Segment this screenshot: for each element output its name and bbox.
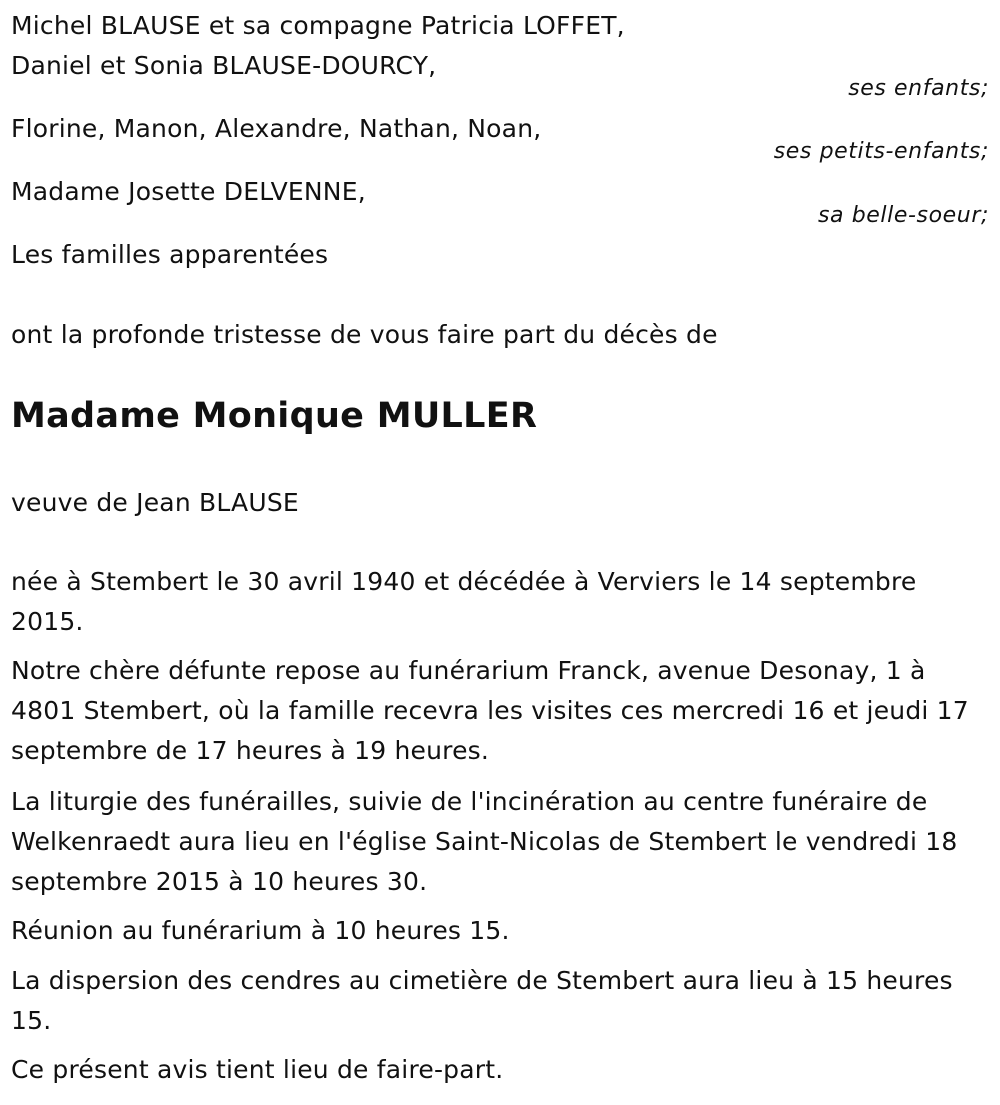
family-line-sister-in-law: Madame Josette DELVENNE, (11, 177, 366, 206)
deceased-name: Madame Monique MULLER (11, 396, 538, 436)
role-sister-in-law: sa belle-soeur; (818, 203, 989, 228)
role-children: ses enfants; (848, 76, 989, 101)
role-grandchildren: ses petits-enfants; (773, 139, 989, 164)
ashes-paragraph: La dispersion des cendres au cimetière de Stembert aura lieu à 15 heures 15. (11, 966, 953, 1035)
family-line-children-1: Michel BLAUSE et sa compagne Patricia LOFFET, (11, 11, 625, 40)
visitation-paragraph: Notre chère défunte repose au funérarium Franck, avenue Desonay, 1 à 4801 Stembert, où la famille recevra les visites ces mercredi 16 et jeudi 17 septembre de 17 heures à 19 heures. (11, 656, 969, 765)
announcement-text: ont la profonde tristesse de vous faire part du décès de (11, 320, 718, 349)
closing-paragraph: Ce présent avis tient lieu de faire-part. (11, 1055, 504, 1084)
family-line-grandchildren: Florine, Manon, Alexandre, Nathan, Noan, (11, 114, 542, 143)
family-line-relatives: Les familles apparentées (11, 240, 329, 269)
family-line-children-2: Daniel et Sonia BLAUSE-DOURCY, (11, 51, 437, 80)
gathering-paragraph: Réunion au funérarium à 10 heures 15. (11, 916, 510, 945)
widow-of-text: veuve de Jean BLAUSE (11, 488, 299, 517)
funeral-paragraph: La liturgie des funérailles, suivie de l'incinération au centre funéraire de Welkenraedt aura lieu en l'église Saint-Nicolas de Stembert le vendredi 18 septembre 2015 à 10 heures 30. (11, 787, 958, 896)
birth-death-paragraph: née à Stembert le 30 avril 1940 et décédée à Verviers le 14 septembre 2015. (11, 567, 917, 636)
